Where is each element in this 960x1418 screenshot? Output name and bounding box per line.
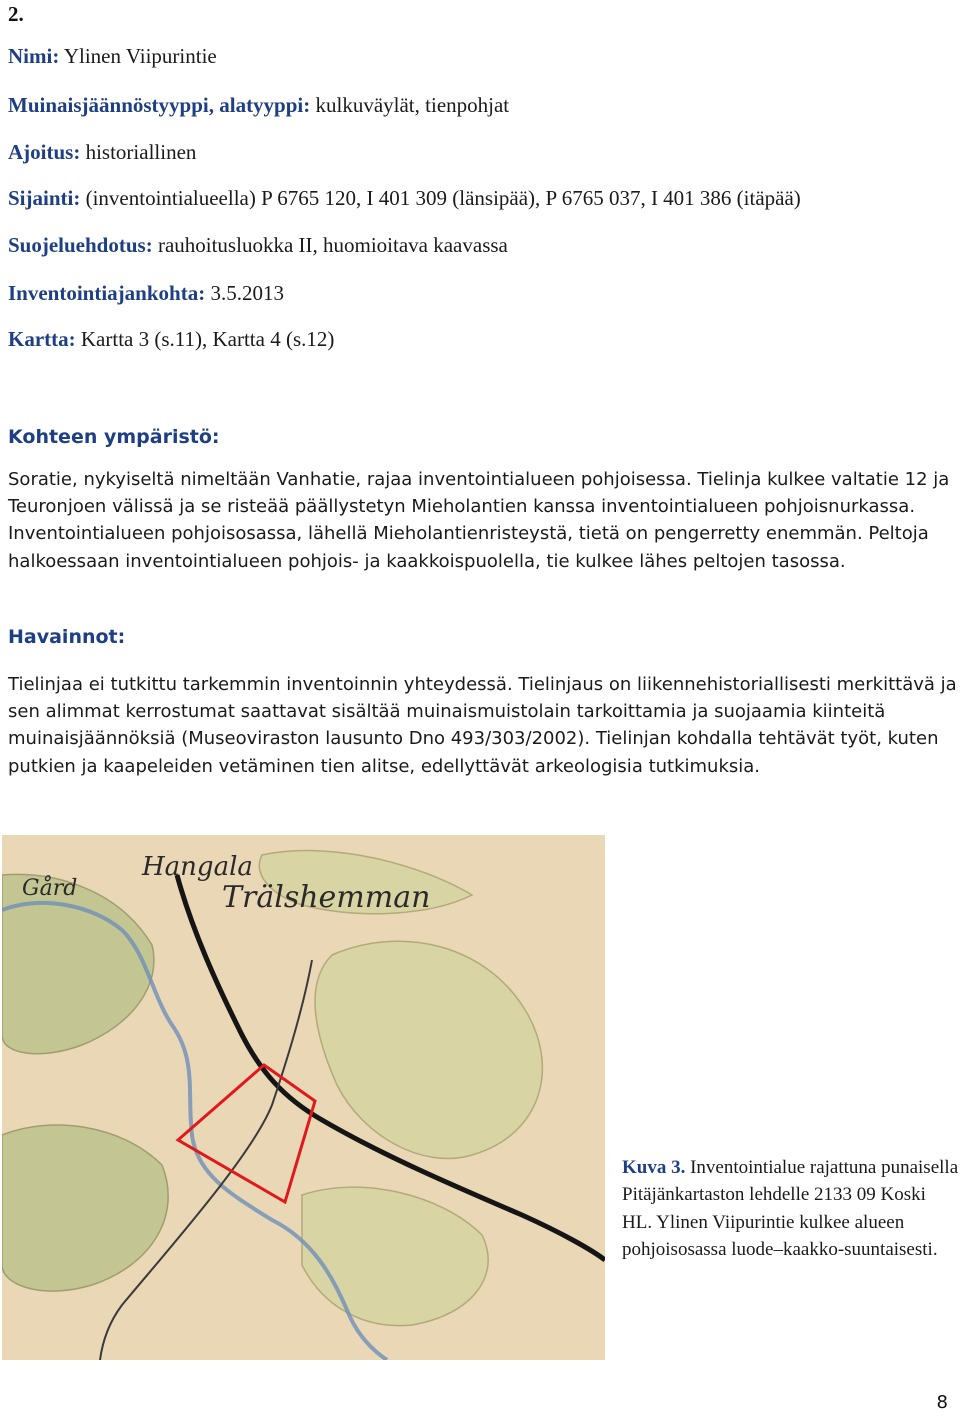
field-protection-label: Suojeluehdotus: <box>8 233 153 257</box>
field-map-label: Kartta: <box>8 327 76 351</box>
field-location <box>8 186 801 211</box>
field-protection-value: rauhoitusluokka II, huomioitava kaavassa <box>157 233 508 257</box>
field-inventory-date <box>8 281 284 306</box>
field-map-value: Kartta 3 (s.11), Kartta 4 (s.12) <box>80 327 335 351</box>
field-dating-value: historiallinen <box>85 140 197 164</box>
field-dating <box>8 140 196 165</box>
environment-text: Soratie, nykyiseltä nimeltään Vanhatie, rajaa inventointialueen pohjoisessa. Tielinja kulkee valtatie 12 ja Teuronjoen välissä ja se risteää päällystetyn Mieholantien kanssa inventointialueen pohjoisnurkassa. Inventointialueen pohjoisosassa, lähellä Mieholantienristeystä, tietä on pengerretty enemmän. Peltoja halkoessaan inventointialueen pohjois- ja kaakkoispuolella, tie kulkee lähes peltojen tasossa. <box>8 469 950 572</box>
field-name-label: Nimi: <box>8 44 60 68</box>
map-label-tralshemman: Trälshemman <box>222 880 431 915</box>
figure-caption <box>622 1154 960 1264</box>
field-location-label: Sijainti: <box>8 186 81 210</box>
map-label-gard: Gård <box>22 876 78 901</box>
field-map <box>8 327 334 352</box>
section-number: 2. <box>8 2 24 26</box>
map-label-hangala: Hangala <box>142 852 253 882</box>
observations-text: Tielinjaa ei tutkittu tarkemmin inventoinnin yhteydessä. Tielinjaus on liikennehistoriallisesti merkittävä ja sen alimmat kerrostumat saattavat sisältää muinaismuistolain tarkoittamia ja suojaamia kiinteitä muinaisjäännöksiä (Museoviraston lausunto Dno 493/303/2002). Tielinjan kohdalla tehtävät työt, kuten putkien ja kaapeleiden vetäminen tien alitse, edellyttävät arkeologisia tutkimuksia. <box>8 674 957 777</box>
observations-heading: Havainnot: <box>8 626 126 648</box>
page-number: 8 <box>936 1392 948 1413</box>
field-location-value: (inventointialueella) P 6765 120, I 401 309 (länsipää), P 6765 037, I 401 386 (itäpää) <box>85 186 801 210</box>
field-type-value: kulkuväylät, tienpohjat <box>315 93 510 117</box>
field-inventory-date-value: 3.5.2013 <box>210 281 284 305</box>
historical-map <box>2 835 605 1360</box>
figure-caption-label: Kuva 3. <box>622 1157 686 1178</box>
field-name <box>8 44 217 69</box>
environment-heading: Kohteen ympäristö: <box>8 426 220 448</box>
field-dating-label: Ajoitus: <box>8 140 81 164</box>
historical-map-svg <box>2 835 605 1360</box>
field-type-label: Muinaisjäännöstyyppi, alatyyppi: <box>8 93 311 117</box>
field-type <box>8 93 509 118</box>
figure-caption-text: Inventointialue rajattuna punaisella Pitäjänkartaston lehdelle 2133 09 Koski HL. Ylinen Viipurintie kulkee alueen pohjoisosassa luode–kaakko-suuntaisesti. <box>622 1157 959 1261</box>
field-protection <box>8 233 508 258</box>
field-inventory-date-label: Inventointiajankohta: <box>8 281 206 305</box>
field-name-value: Ylinen Viipurintie <box>63 44 217 68</box>
